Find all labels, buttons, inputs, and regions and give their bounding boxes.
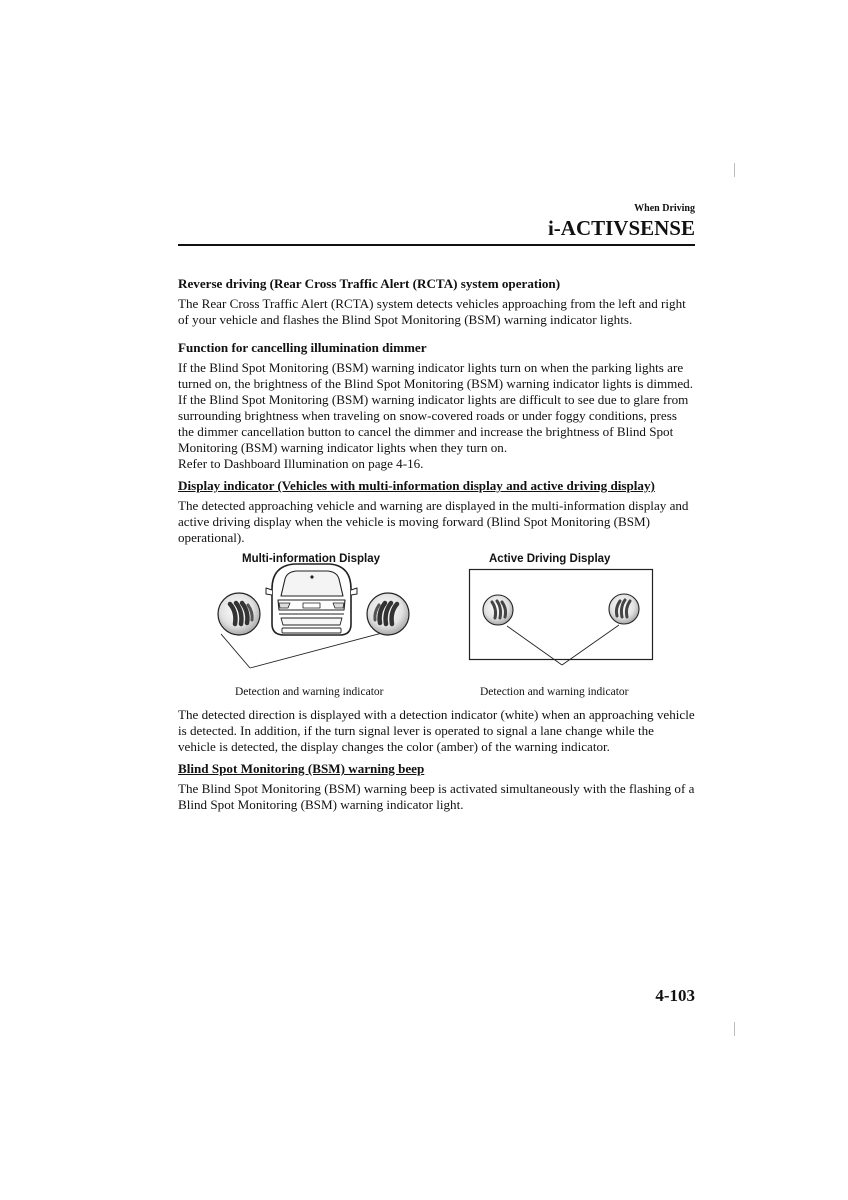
bsm-warning-indicator-icon [218, 593, 260, 635]
page-content [178, 276, 695, 813]
dimmer-paragraph-2: If the Blind Spot Monitoring (BSM) warning indicator lights are difficult to see due to glare from surrounding brightness when traveling on snow-covered roads or under foggy conditions, press the dimmer cancellation button to cancel the dimmer and increase the brightness of Blind Spot Monitoring (BSM) warning indicator lights when they turn on. [178, 392, 689, 455]
beep-heading: Blind Spot Monitoring (BSM) warning beep [178, 761, 425, 776]
display-illustration [178, 552, 695, 704]
mid-leader-lines [221, 633, 382, 668]
car-rear-view-icon [266, 564, 357, 635]
bsm-warning-indicator-icon [609, 594, 639, 624]
bsm-warning-indicator-icon [367, 593, 409, 635]
rcta-heading: Reverse driving (Rear Cross Traffic Alert (RCTA) system operation) [178, 276, 561, 291]
display-figure [178, 552, 695, 704]
display-indicator-paragraph: The detected approaching vehicle and warning are displayed in the multi-information display and active driving display when the vehicle is moving forward (Blind Spot Monitoring (BSM) operational). [178, 498, 689, 545]
header-rule [178, 244, 695, 246]
rcta-paragraph: The Rear Cross Traffic Alert (RCTA) system detects vehicles approaching from the left and right of your vehicle and flashes the Blind Spot Monitoring (BSM) warning indicator lights. [178, 296, 686, 327]
mid-figure-caption: Detection and warning indicator [235, 686, 384, 698]
bsm-warning-indicator-icon [483, 595, 513, 625]
chapter-title: i-ACTIVSENSE [547, 216, 695, 240]
add-figure-caption: Detection and warning indicator [480, 686, 629, 698]
dimmer-heading: Function for cancelling illumination dimmer [178, 340, 427, 355]
mid-figure-title: Multi-information Display [242, 553, 380, 565]
page-header [178, 203, 695, 240]
dimmer-paragraph-1: If the Blind Spot Monitoring (BSM) warning indicator lights turn on when the parking lights are turned on, the brightness of the Blind Spot Monitoring (BSM) warning indicator lights is dimmed. [178, 360, 693, 391]
beep-paragraph: The Blind Spot Monitoring (BSM) warning beep is activated simultaneously with the flashing of a Blind Spot Monitoring (BSM) warning indicator light. [178, 781, 695, 812]
crop-mark-top [734, 163, 735, 177]
page-number: 4-103 [655, 986, 695, 1005]
direction-paragraph: The detected direction is displayed with a detection indicator (white) when an approaching vehicle is detected. In addition, if the turn signal lever is operated to signal a lane change while the vehicle is detected, the display changes the color (amber) of the warning indicator. [178, 707, 695, 754]
display-indicator-heading: Display indicator (Vehicles with multi-information display and active driving display) [178, 478, 655, 493]
crop-mark-bottom [734, 1022, 735, 1036]
dimmer-reference: Refer to Dashboard Illumination on page 4-16. [178, 456, 424, 471]
add-figure-title: Active Driving Display [489, 553, 611, 565]
section-label: When Driving [634, 203, 695, 214]
